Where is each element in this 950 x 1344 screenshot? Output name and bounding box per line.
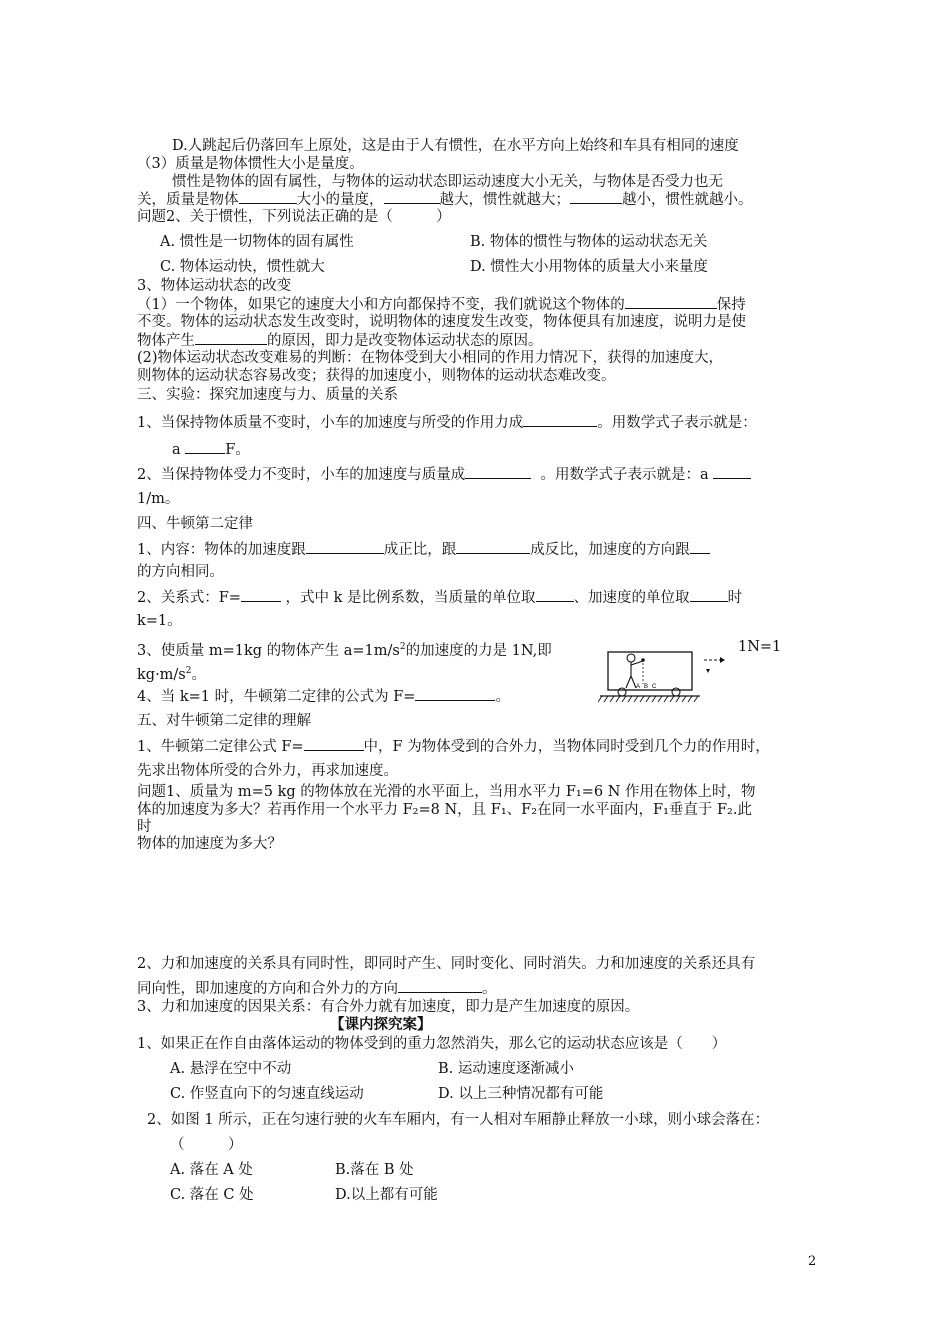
text-fragment: 关，质量是物体 bbox=[137, 192, 239, 208]
text-fragment: 。 bbox=[191, 667, 206, 683]
option-b: B. 物体的惯性与物体的运动状态无关 bbox=[470, 234, 708, 250]
page-number: 2 bbox=[808, 1254, 817, 1269]
fill-blank[interactable] bbox=[690, 540, 710, 554]
text-fragment: 2、当保持物体受力不变时，小车的加速度与质量成 bbox=[137, 467, 466, 483]
answer-brackets: （ ） bbox=[170, 1137, 243, 1153]
text-line bbox=[137, 638, 552, 660]
option-b: B.落在 B 处 bbox=[335, 1162, 414, 1178]
text-fragment: 4、当 k=1 时，牛顿第二定律的公式为 F= bbox=[137, 689, 416, 705]
text-line bbox=[172, 440, 250, 459]
text-line: 不变。物体的运动状态发生改变时，说明物体的速度发生改变，物体便具有加速度，说明力是使 bbox=[137, 314, 746, 330]
section-heading: 五、对牛顿第二定律的理解 bbox=[137, 713, 311, 729]
ball bbox=[641, 658, 645, 662]
text-line: k=1。 bbox=[137, 613, 182, 629]
text-fragment: 时 bbox=[727, 590, 743, 606]
text-line: 2、力和加速度的关系具有同时性，即同时产生、同时变化、同时消失。力和加速度的关系还具有 bbox=[137, 956, 756, 972]
text-fragment: 成反比，加速度的方向跟 bbox=[530, 542, 690, 558]
fill-blank[interactable] bbox=[306, 540, 384, 554]
fill-blank[interactable] bbox=[185, 440, 225, 454]
fill-blank[interactable] bbox=[195, 331, 267, 345]
person-head bbox=[627, 654, 635, 662]
fill-blank[interactable] bbox=[398, 979, 482, 993]
option-c: C. 物体运动快，惯性就大 bbox=[160, 259, 325, 275]
text-fragment: 1、内容：物体的加速度跟 bbox=[137, 542, 306, 558]
fill-blank[interactable] bbox=[713, 465, 751, 479]
text-line: D.人跳起后仍落回车上原处，这是由于人有惯性，在水平方向上始终和车具有相同的速度 bbox=[172, 138, 739, 154]
fill-blank[interactable] bbox=[570, 190, 622, 204]
fill-blank[interactable] bbox=[456, 540, 530, 554]
text-fragment: 、加速度的单位取 bbox=[573, 590, 690, 606]
text-fragment: 越大，惯性就越大； bbox=[439, 192, 570, 208]
option-d: D. 以上三种情况都有可能 bbox=[438, 1086, 604, 1102]
text-line: 先求出物体所受的合外力，再求加速度。 bbox=[137, 763, 398, 779]
car-body bbox=[608, 652, 692, 690]
option-a: A. 悬浮在空中不动 bbox=[170, 1061, 292, 1077]
text-line: 体的加速度为多大？若再作用一个水平力 F₂=8 N，且 F₁、F₂在同一水平面内，F₁垂直于 F₂.此 bbox=[137, 802, 752, 818]
superscript: 2 bbox=[185, 666, 192, 676]
fill-blank[interactable] bbox=[690, 588, 728, 602]
point-label-c: C bbox=[652, 684, 657, 690]
person-leg bbox=[626, 676, 631, 688]
text-line bbox=[137, 331, 543, 350]
superscript: 2 bbox=[399, 642, 406, 652]
text-line bbox=[137, 413, 757, 432]
arrow-head-icon bbox=[720, 657, 725, 663]
text-fragment: 的原因，即力是改变物体运动状态的原因。 bbox=[267, 333, 543, 349]
point-label-a: A bbox=[636, 684, 641, 690]
text-line: 时 bbox=[137, 819, 152, 835]
train-car-figure bbox=[598, 646, 728, 706]
option-c: C. 落在 C 处 bbox=[170, 1187, 254, 1203]
option-a: A. 惯性是一切物体的固有属性 bbox=[160, 234, 354, 250]
text-line bbox=[137, 465, 751, 484]
text-fragment: a bbox=[172, 442, 181, 458]
text-line bbox=[137, 588, 742, 607]
fill-blank[interactable] bbox=[241, 588, 281, 602]
arrow-down-icon bbox=[706, 669, 710, 673]
text-fragment: 。用数学式子表示就是： bbox=[597, 415, 757, 431]
text-fragment: 同向性，即加速度的方向和合外力的方向 bbox=[137, 981, 398, 997]
text-fragment: 。 bbox=[495, 689, 510, 705]
text-fragment: 1、当保持物体质量不变时，小车的加速度与所受的作用力成 bbox=[137, 415, 524, 431]
text-fragment: 的加速度的力是 1N,即 bbox=[405, 643, 552, 659]
text-fragment: 3、使质量 m=1kg 的物体产生 a=1m/s bbox=[137, 643, 400, 659]
text-line bbox=[137, 190, 753, 209]
text-fragment: 。 bbox=[482, 981, 497, 997]
text-line: 问题1、质量为 m=5 kg 的物体放在光滑的水平面上，当用水平力 F₁=6 N 作用在物体上时，物 bbox=[137, 784, 756, 800]
question-title: 问题2、关于惯性，下列说法正确的是（ ） bbox=[137, 209, 451, 225]
fill-blank[interactable] bbox=[536, 588, 574, 602]
fill-blank[interactable] bbox=[384, 190, 440, 204]
option-d: D.以上都有可能 bbox=[335, 1187, 438, 1203]
text-line: (2)物体运动状态改变难易的判断：在物体受到大小相同的作用力情况下，获得的加速度大， bbox=[137, 350, 724, 366]
fill-blank[interactable] bbox=[304, 737, 364, 751]
wheel bbox=[618, 688, 626, 696]
option-b: B. 运动速度逐渐减小 bbox=[438, 1061, 574, 1077]
text-line: 3、力和加速度的因果关系：有合外力就有加速度，即力是产生加速度的原因。 bbox=[137, 999, 640, 1015]
section-title: 【课内探究案】 bbox=[330, 1016, 432, 1033]
text-line: 1/m。 bbox=[137, 491, 180, 507]
section-heading: 四、牛顿第二定律 bbox=[137, 516, 253, 532]
text-line bbox=[137, 979, 497, 998]
option-a: A. 落在 A 处 bbox=[170, 1162, 253, 1178]
section-heading: 三、实验：探究加速度与力、质量的关系 bbox=[137, 387, 398, 403]
text-line: 1N=1 bbox=[738, 639, 782, 655]
text-line: 惯性是物体的固有属性，与物体的运动状态即运动速度大小无关，与物体是否受力也无 bbox=[172, 174, 723, 190]
text-fragment: 2、关系式：F= bbox=[137, 590, 241, 606]
text-fragment: 越小，惯性就越小。 bbox=[622, 192, 753, 208]
text-fragment: F。 bbox=[225, 442, 250, 458]
text-line bbox=[137, 687, 510, 706]
fill-blank[interactable] bbox=[465, 465, 531, 479]
question-2: 2、如图 1 所示，正在匀速行驶的火车车厢内，有一人相对车厢静止释放一小球，则小球会落在： bbox=[147, 1112, 770, 1128]
text-fragment: ，式中 k 是比例系数，当质量的单位取 bbox=[285, 590, 536, 606]
option-d: D. 惯性大小用物体的质量大小来量度 bbox=[470, 259, 708, 275]
text-line bbox=[137, 662, 206, 684]
text-fragment: 成正比，跟 bbox=[383, 542, 457, 558]
fill-blank[interactable] bbox=[625, 295, 717, 309]
fill-blank[interactable] bbox=[415, 687, 495, 701]
text-fragment: 。用数学式子表示就是：a bbox=[540, 467, 709, 483]
text-line bbox=[137, 540, 710, 559]
text-line: 则物体的运动状态容易改变；获得的加速度小，则物体的运动状态难改变。 bbox=[137, 368, 616, 384]
text-line bbox=[137, 737, 770, 756]
text-fragment: 大小的量度， bbox=[296, 192, 384, 208]
option-c: C. 作竖直向下的匀速直线运动 bbox=[170, 1086, 364, 1102]
text-fragment: 保持 bbox=[716, 297, 746, 313]
text-line: 的方向相同。 bbox=[137, 564, 224, 580]
text-fragment: （1）一个物体，如果它的速度大小和方向都保持不变，我们就说这个物体的 bbox=[137, 297, 625, 313]
question-1: 1、如果正在作自由落体运动的物体受到的重力忽然消失，那么它的运动状态应该是（ ） bbox=[137, 1036, 727, 1052]
text-line: （3）质量是物体惯性大小是量度。 bbox=[137, 156, 364, 172]
ground-hatching bbox=[598, 696, 698, 702]
fill-blank[interactable] bbox=[239, 190, 297, 204]
text-fragment: 中，F 为物体受到的合外力，当物体同时受到几个力的作用时， bbox=[363, 739, 770, 755]
wheel bbox=[672, 688, 680, 696]
text-fragment: 物体产生 bbox=[137, 333, 195, 349]
text-fragment: kg·m/s bbox=[137, 667, 186, 683]
text-line bbox=[137, 295, 746, 314]
text-line: 物体的加速度为多大？ bbox=[137, 836, 282, 852]
section-heading: 3、物体运动状态的改变 bbox=[137, 278, 292, 294]
text-fragment: 1、牛顿第二定律公式 F= bbox=[137, 739, 304, 755]
fill-blank[interactable] bbox=[523, 413, 597, 427]
point-label-b: B bbox=[644, 684, 649, 690]
